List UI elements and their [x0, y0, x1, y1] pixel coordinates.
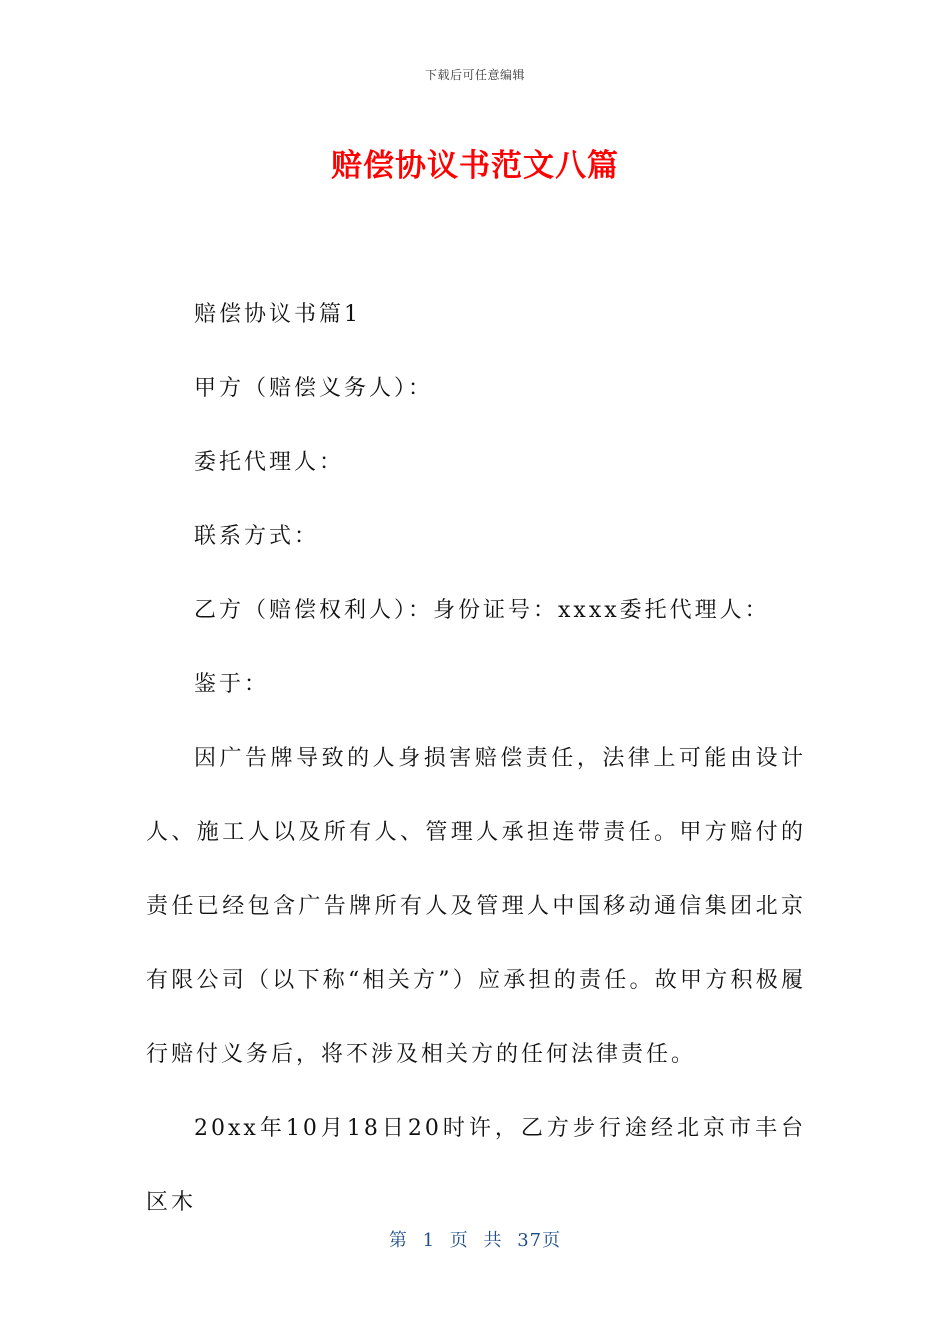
incident-paragraph: 20xx年10月18日20时许，乙方步行途经北京市丰台区木: [146, 1116, 806, 1215]
liability-paragraph: 因广告牌导致的人身损害赔偿责任，法律上可能由设计人、施工人以及所有人、管理人承担连带责任。甲方赔付的责任已经包含广告牌所有人及管理人中国移动通信集团北京有限公司（以下称“相关方”）应承担的责任。故甲方积极履行赔付义务后，将不涉及相关方的任何法律责任。: [146, 746, 806, 1067]
party-a-line: 甲方（赔偿义务人）：: [194, 376, 434, 401]
footer-total-label: 共: [483, 1230, 503, 1251]
page-header-note: 下载后可任意编辑: [424, 68, 525, 82]
document-body: [146, 278, 806, 1240]
footer-total-pages: 37页: [517, 1230, 562, 1251]
party-b-line: 乙方（赔偿权利人）：身份证号：xxxx委托代理人：: [194, 598, 770, 623]
footer-prefix: 第: [388, 1230, 408, 1251]
footer-current-page: 1: [422, 1230, 436, 1251]
contact-line: 联系方式：: [194, 524, 320, 549]
page-footer: [0, 1226, 950, 1252]
document-title: 赔偿协议书范文八篇: [331, 148, 619, 184]
footer-page-label: 页: [449, 1230, 469, 1251]
agent-line: 委托代理人：: [194, 450, 345, 475]
whereas-line: 鉴于：: [194, 672, 270, 697]
section-heading: 赔偿协议书篇1: [194, 302, 361, 327]
